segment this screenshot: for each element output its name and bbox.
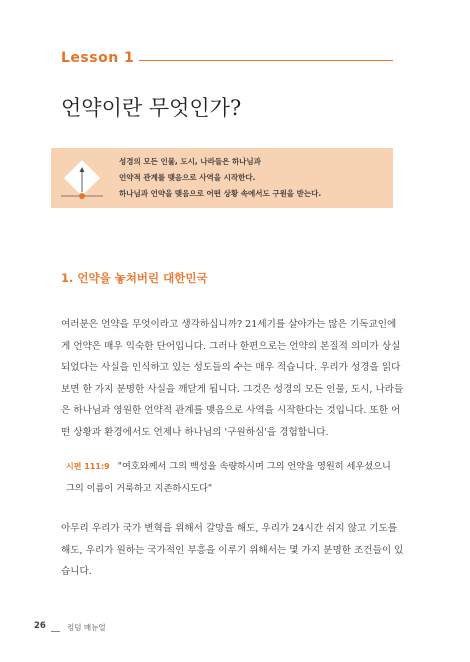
summary-line: 하나님과 언약을 맺음으로 어떤 상황 속에서도 구원을 받는다. xyxy=(119,189,322,198)
lesson-label: Lesson 1 xyxy=(61,50,135,66)
scripture-quote xyxy=(66,456,396,500)
paragraph-line: 게 언약은 매우 익숙한 단어입니다. 그러나 한편으로는 언약의 본질적 의미가 상실 xyxy=(61,340,401,352)
paragraph-line: 보면 한 가지 분명한 사실을 깨닫게 됩니다. 그것은 성경의 모든 인물, 도시, 나라들 xyxy=(61,383,404,395)
quote-line: "여호와께서 그의 백성을 속량하시며 그의 언약을 영원히 세우셨으니 xyxy=(117,461,391,472)
paragraph-line: 은 하나님과 영원한 언약적 관계를 맺음으로 사역을 시작한다는 것입니다. 또한 어 xyxy=(61,405,401,416)
diamond-arrow-diagram-icon xyxy=(58,156,106,204)
paragraph-line: 되었다는 사실을 인식하고 있는 성도들의 수는 매우 적습니다. 우리가 성경을 읽다 xyxy=(61,362,401,373)
footer-divider xyxy=(51,631,60,632)
book-title: 킹덤 매뉴얼 xyxy=(67,623,106,632)
page-number: 26 xyxy=(34,621,46,631)
lesson-header xyxy=(61,44,393,72)
lesson-divider xyxy=(139,60,393,61)
paragraph-line: 해도, 우리가 원하는 국가적인 부흥을 이루기 위해서는 몇 가지 분명한 조건들이 있 xyxy=(61,544,404,556)
paragraph-line: 떤 상황과 환경에서도 언제나 하나님의 '구원하심'을 경험합니다. xyxy=(61,426,329,438)
body-paragraph xyxy=(61,518,404,583)
section-heading: 1. 언약을 놓쳐버린 대한민국 xyxy=(61,271,208,285)
summary-text xyxy=(119,154,389,202)
summary-line: 성경의 모든 인물, 도시, 나라들은 하나님과 xyxy=(119,157,261,166)
page-title: 언약이란 무엇인가? xyxy=(61,96,242,120)
paragraph-line: 여러분은 언약을 무엇이라고 생각하십니까? 21세기를 살아가는 많은 기독교인에 xyxy=(61,319,397,330)
paragraph-line: 습니다. xyxy=(61,566,92,577)
quote-line: 그의 이름이 거룩하고 지존하시도다" xyxy=(66,483,213,494)
scripture-reference: 시편 111:9 xyxy=(66,462,110,471)
body-paragraph xyxy=(61,314,404,443)
summary-line: 언약적 관계를 맺음으로 사역을 시작한다. xyxy=(119,173,256,182)
paragraph-line: 아무리 우리가 국가 변혁을 위해서 갈망을 해도, 우리가 24시간 쉬지 않고 기도를 xyxy=(61,523,398,534)
